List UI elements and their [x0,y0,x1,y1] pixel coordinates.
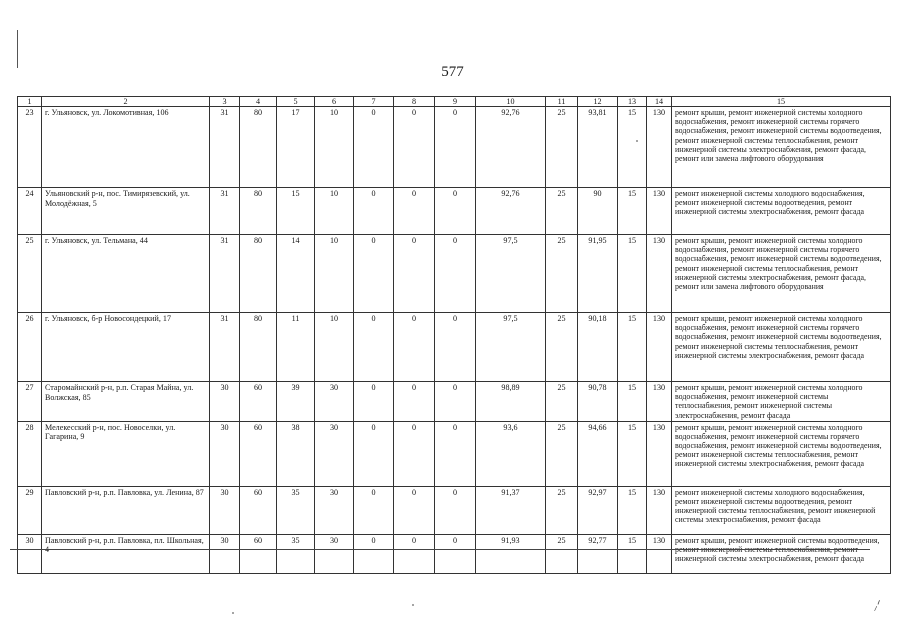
cell-col3: 31 [210,235,240,313]
cell-col13: 15 [618,382,647,421]
cell-col14: 130 [647,382,672,421]
col-header-13: 13 [618,97,647,107]
works-cell: ремонт крыши, ремонт инженерной системы водоотведения, инженерной системы электроснабжения, ремонт фасада [672,534,891,573]
cell-col4: 80 [240,107,277,188]
row-number: 24 [18,188,42,235]
row-number: 29 [18,486,42,534]
address-cell: г. Ульяновск, ул. Тельмана, 44 [42,235,210,313]
row-number: 25 [18,235,42,313]
cell-col7: 0 [354,235,394,313]
cell-col5: 35 [277,534,315,573]
col-header-9: 9 [435,97,476,107]
table-row [18,421,891,486]
cell-col6: 10 [315,188,354,235]
cell-col4: 60 [240,421,277,486]
cell-col3: 30 [210,421,240,486]
scan-speck [232,612,234,614]
cell-col10: 93,6 [476,421,546,486]
cell-col12: 92,77 [578,534,618,573]
address-cell: г. Ульяновск, б-р Новосондецкий, 17 [42,313,210,382]
register-table [17,96,891,574]
cell-col12: 92,97 [578,486,618,534]
cell-col5: 14 [277,235,315,313]
row-number: 27 [18,382,42,421]
cell-col6: 30 [315,382,354,421]
cell-col4: 80 [240,235,277,313]
cell-col4: 60 [240,382,277,421]
scan-speck [636,140,638,142]
cell-col7: 0 [354,188,394,235]
cell-col7: 0 [354,534,394,573]
cell-col6: 30 [315,486,354,534]
cell-col8: 0 [394,313,435,382]
cell-col11: 25 [546,421,578,486]
page-number: 577 [441,64,464,80]
cell-col12: 90,18 [578,313,618,382]
address-cell: Ульяновский р-н, пос. Тимирязевский, ул. Молодёжная, 5 [42,188,210,235]
col-header-7: 7 [354,97,394,107]
cell-col10: 97,5 [476,235,546,313]
cell-col6: 30 [315,534,354,573]
cell-col12: 90,78 [578,382,618,421]
cell-col8: 0 [394,421,435,486]
row-number: 26 [18,313,42,382]
cell-col13: 15 [618,188,647,235]
col-header-12: 12 [578,97,618,107]
header-row [18,97,891,107]
table-row [18,107,891,188]
cell-col6: 30 [315,421,354,486]
cell-col4: 60 [240,486,277,534]
cell-col5: 11 [277,313,315,382]
cell-col9: 0 [435,382,476,421]
cell-col14: 130 [647,235,672,313]
cell-col7: 0 [354,313,394,382]
cell-col13: 15 [618,235,647,313]
table-row [18,382,891,421]
table-row [18,235,891,313]
cell-col11: 25 [546,188,578,235]
cell-col11: 25 [546,534,578,573]
cell-col8: 0 [394,486,435,534]
cell-col5: 35 [277,486,315,534]
cell-col5: 39 [277,382,315,421]
cell-col12: 91,95 [578,235,618,313]
cell-col6: 10 [315,235,354,313]
col-header-11: 11 [546,97,578,107]
table-row [18,188,891,235]
scan-speck [412,604,414,606]
cell-col9: 0 [435,107,476,188]
cell-col3: 31 [210,188,240,235]
cell-col7: 0 [354,107,394,188]
cell-col5: 17 [277,107,315,188]
cell-col11: 25 [546,382,578,421]
cell-col10: 92,76 [476,107,546,188]
cell-col13: 15 [618,534,647,573]
cell-col8: 0 [394,382,435,421]
scan-artifact-line [10,549,870,550]
works-cell: ремонт инженерной системы холодного водоснабжения, ремонт инженерной системы водоотведения, ремонт инженерной системы теплоснабжения, ремонт инженерной системы электроснабжения, ремонт фасада [672,486,891,534]
cell-col4: 80 [240,188,277,235]
address-cell: Мелекесский р-н, пос. Новоселки, ул. Гагарина, 9 [42,421,210,486]
cell-col10: 92,76 [476,188,546,235]
works-cell: ремонт крыши, ремонт инженерной системы холодного водоснабжения, ремонт инженерной системы горячего водоснабжения, ремонт инженерной системы водоотведения, ремонт инженерной системы теплоснабжения, ремонт инженерной системы электроснабжения, ремонт фасада, ремонт или замена лифтового оборудования [672,235,891,313]
cell-col3: 30 [210,382,240,421]
address-cell: Павловский р-н, р.п. Павловка, пл. Школьная, [42,534,210,573]
works-cell: ремонт крыши, ремонт инженерной системы холодного водоснабжения, ремонт инженерной системы горячего водоснабжения, ремонт инженерной системы водоотведения, ремонт инженерной системы теплоснабжения, ремонт инженерной системы электроснабжения, ремонт фасада [672,313,891,382]
cell-col10: 97,5 [476,313,546,382]
row-number: 23 [18,107,42,188]
cell-col10: 91,37 [476,486,546,534]
cell-col3: 30 [210,534,240,573]
works-cell: ремонт крыши, ремонт инженерной системы холодного водоснабжения, ремонт инженерной системы горячего водоснабжения, ремонт инженерной системы водоотведения, ремонт инженерной системы теплоснабжения, ремонт инженерной системы электроснабжения, ремонт фасада [672,421,891,486]
address-cell: г. Ульяновск, ул. Локомотивная, 106 [42,107,210,188]
col-header-4: 4 [240,97,277,107]
margin-mark [17,30,18,68]
cell-col6: 10 [315,313,354,382]
cell-col11: 25 [546,486,578,534]
cell-col9: 0 [435,313,476,382]
cell-col9: 0 [435,421,476,486]
cell-col12: 90 [578,188,618,235]
table-row [18,534,891,573]
cell-col8: 0 [394,235,435,313]
table-row [18,486,891,534]
cell-col14: 130 [647,107,672,188]
cell-col8: 0 [394,188,435,235]
cell-col7: 0 [354,421,394,486]
col-header-3: 3 [210,97,240,107]
cell-col8: 0 [394,534,435,573]
cell-col5: 15 [277,188,315,235]
cell-col3: 31 [210,313,240,382]
cell-col14: 130 [647,188,672,235]
scan-corner-mark: ⸝ᐟ [870,598,885,614]
col-header-15: 15 [672,97,891,107]
row-number: 28 [18,421,42,486]
cell-col13: 15 [618,486,647,534]
table-row [18,313,891,382]
cell-col13: 15 [618,313,647,382]
cell-col14: 130 [647,313,672,382]
cell-col9: 0 [435,188,476,235]
cell-col9: 0 [435,534,476,573]
cell-col10: 91,93 [476,534,546,573]
cell-col4: 80 [240,313,277,382]
col-header-14: 14 [647,97,672,107]
cell-col12: 94,66 [578,421,618,486]
cell-col3: 31 [210,107,240,188]
cell-col14: 130 [647,486,672,534]
col-header-8: 8 [394,97,435,107]
works-cell: ремонт крыши, ремонт инженерной системы холодного водоснабжения, ремонт инженерной системы теплоснабжения, ремонт инженерной системы электроснабжения, ремонт фасада [672,382,891,421]
cell-col14: 130 [647,421,672,486]
cell-col3: 30 [210,486,240,534]
cell-col5: 38 [277,421,315,486]
col-header-6: 6 [315,97,354,107]
cell-col9: 0 [435,486,476,534]
col-header-1: 1 [18,97,42,107]
cell-col4: 60 [240,534,277,573]
cell-col13: 15 [618,421,647,486]
cell-col6: 10 [315,107,354,188]
cell-col12: 93,81 [578,107,618,188]
address-cell: Павловский р-н, р.п. Павловка, ул. Ленина, 87 [42,486,210,534]
cell-col11: 25 [546,235,578,313]
cell-col7: 0 [354,486,394,534]
cell-col10: 98,89 [476,382,546,421]
cell-col8: 0 [394,107,435,188]
col-header-10: 10 [476,97,546,107]
cell-col14: 130 [647,534,672,573]
works-cell: ремонт крыши, ремонт инженерной системы холодного водоснабжения, ремонт инженерной системы горячего водоснабжения, ремонт инженерной системы водоотведения, ремонт инженерной системы теплоснабжения, ремонт инженерной системы электроснабжения, ремонт фасада, ремонт или замена лифтового оборудования [672,107,891,188]
address-cell: Старомайнский р-н, р.п. Старая Майна, ул. Волжская, 85 [42,382,210,421]
cell-col11: 25 [546,313,578,382]
row-number: 30 [18,534,42,573]
works-cell: ремонт инженерной системы холодного водоснабжения, ремонт инженерной системы водоотведения, ремонт инженерной системы электроснабжения, ремонт фасада [672,188,891,235]
cell-col13: 15 [618,107,647,188]
cell-col9: 0 [435,235,476,313]
col-header-2: 2 [42,97,210,107]
col-header-5: 5 [277,97,315,107]
cell-col11: 25 [546,107,578,188]
cell-col7: 0 [354,382,394,421]
